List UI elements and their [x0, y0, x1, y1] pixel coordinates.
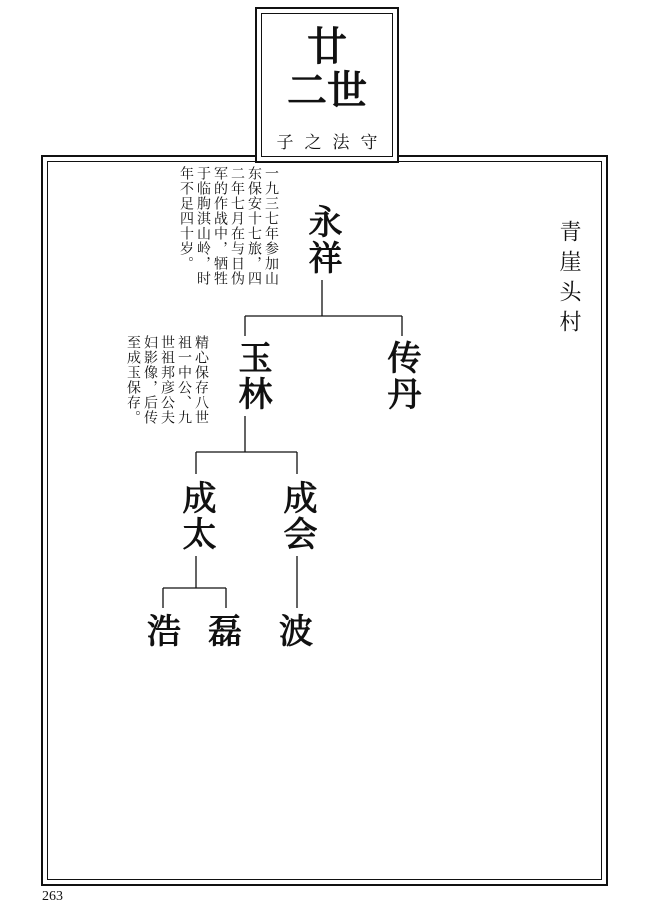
generation-header	[255, 7, 399, 163]
member-bo: 波	[279, 612, 313, 652]
member-chenghui: 成会	[277, 480, 317, 552]
member-chengtai: 成太	[176, 480, 216, 552]
page-number: 263	[42, 889, 63, 904]
generation-motto: 子之法守	[276, 133, 389, 153]
member-chuandan: 传丹	[381, 340, 421, 412]
member-yongxiang: 永祥	[302, 204, 342, 276]
note-yongxiang: 一九三七年参加山东保安十七旅，四二年七月在与日伪军的作战中，牺牲于临朐淇山岭，时年不足四十岁。	[178, 166, 279, 286]
member-hao: 浩	[147, 612, 181, 652]
member-yulin: 玉林	[232, 340, 272, 412]
note-yulin: 精心保存八世祖一中公、九世祖邦彦公夫妇影像，后传至成玉保存。	[125, 335, 209, 425]
generation-title-line1: 廿	[307, 23, 347, 70]
village-label: 青崖头村	[556, 220, 581, 340]
generation-header-inner	[261, 13, 393, 157]
member-lei: 磊	[208, 612, 242, 652]
generation-title-line2: 二世	[287, 67, 367, 114]
